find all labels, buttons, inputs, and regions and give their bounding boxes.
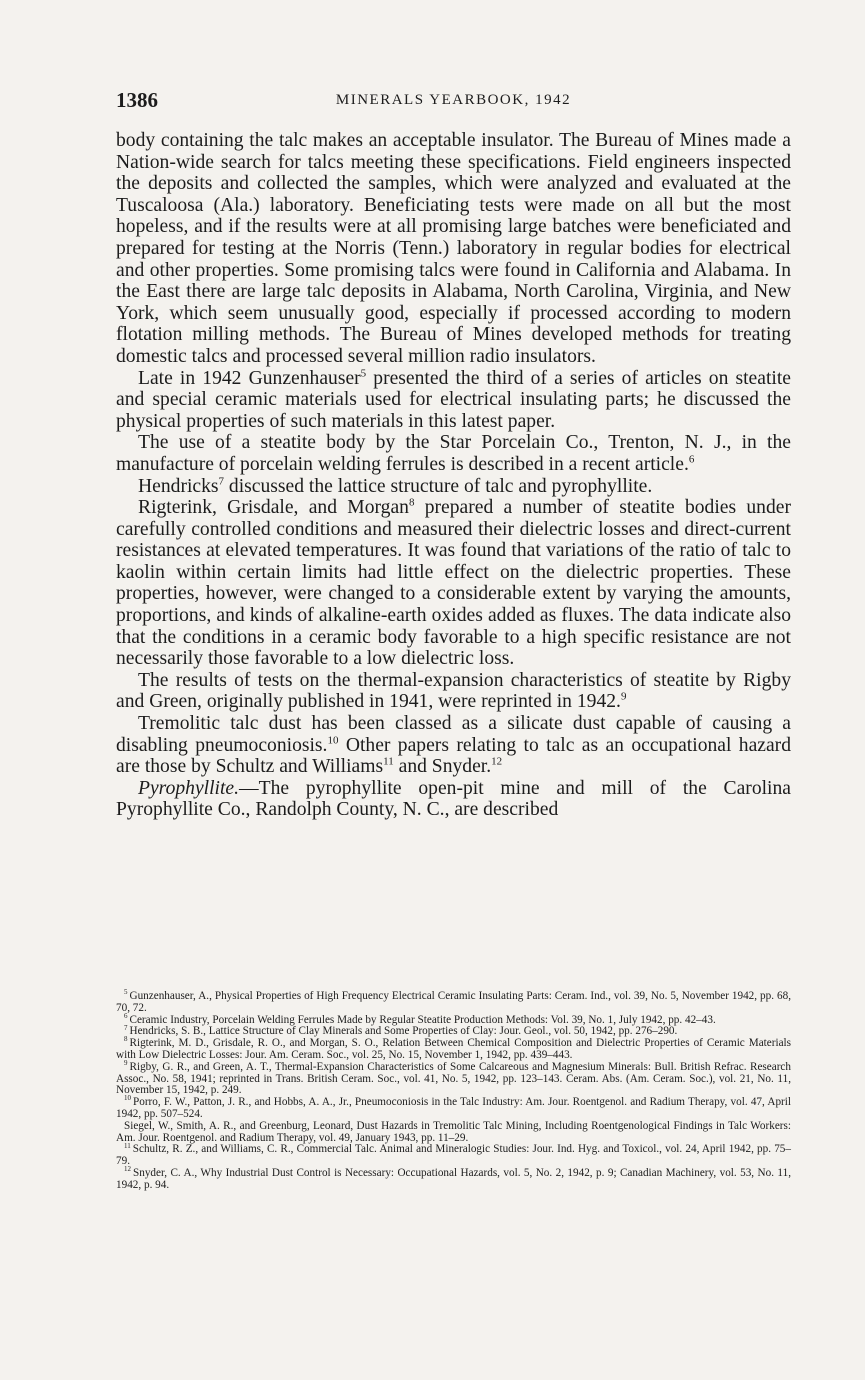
running-head: MINERALS YEARBOOK, 1942 bbox=[335, 92, 572, 108]
footnote bbox=[116, 1035, 791, 1062]
paragraph-text: The results of tests on the thermal-expansion characteristics of steatite by Rigby and Green, originally published in 1941, were reprinted in 1942. bbox=[116, 669, 791, 713]
footnote-number: 11 bbox=[124, 1141, 131, 1150]
paragraph bbox=[116, 670, 791, 713]
footnote-number: 10 bbox=[124, 1094, 131, 1103]
footnote-text: Snyder, C. A., Why Industrial Dust Control is Necessary: Occupational Hazards, vol. 5, No. 2, 1942, p. 9; Canadian Machinery, vol. 53, No. 11, 1942, p. 94. bbox=[116, 1166, 791, 1191]
paragraph-text: and Snyder. bbox=[393, 756, 492, 778]
paragraph bbox=[116, 497, 791, 670]
paragraph-text: body containing the talc makes an acceptable insulator. The Bureau of Mines made a Nation-wide search for talcs meeting these specifications. Field engineers inspected the deposits and collected the samples, which were analyzed and evaluated at the Tuscaloosa (Ala.) laboratory. Beneficiating tests were made on all but the most hopeless, and if the results were at all promising large batches were beneficiated and prepared for testing at the Norris (Tenn.) laboratory in regular bodies for electrical and other properties. Some promising talcs were found in California and Alabama. In the East there are large talc deposits in Alabama, North Carolina, Virginia, and New York, which seem unusually good, especially if processed according to modern flotation milling methods. The Bureau of Mines developed methods for treating domestic talcs and processed several million radio insulators. bbox=[116, 130, 791, 367]
footnote-ref[interactable]: 8 bbox=[408, 496, 415, 509]
footnote-number: 7 bbox=[124, 1023, 128, 1032]
page-header bbox=[116, 88, 791, 114]
footnote-ref[interactable]: 11 bbox=[383, 755, 394, 768]
paragraph bbox=[116, 432, 791, 475]
paragraph-text: The use of a steatite body by the Star Porcelain Co., Trenton, N. J., in the manufacture of porcelain welding ferrules is described in a recent article. bbox=[116, 432, 791, 475]
footnote-ref[interactable]: 6 bbox=[688, 453, 695, 466]
footnote bbox=[116, 1094, 791, 1121]
paragraph-text: presented the third of a series of articles on steatite and special ceramic materials used for electrical insulating parts; he discussed the physical properties of such materials in this latest paper. bbox=[116, 367, 791, 432]
page-number: 1386 bbox=[116, 88, 158, 112]
footnote-number: 8 bbox=[124, 1035, 128, 1044]
paragraph-text: —The pyrophyllite open-pit mine and mill of the Carolina Pyrophyllite Co., Randolph County, N. C., are described bbox=[116, 777, 791, 821]
paragraph bbox=[116, 130, 791, 368]
paragraph bbox=[116, 778, 791, 821]
paragraph-text: Hendricks bbox=[138, 475, 219, 497]
footnote-text: Rigby, G. R., and Green, A. T., Thermal-Expansion Characteristics of Some Calcareous and Magnesium Minerals: Bull. British Refrac. Research Assoc., No. 58, 1941; reprinted in Trans. British Ceram. Soc., vol. 41, No. 5, 1942, pp. 123–143. Ceram. Abs. (Am. Ceram. Soc.), vol. 21, No. 11, November 15, 1942, p. 249. bbox=[116, 1060, 791, 1097]
paragraph-text: discussed the lattice structure of talc and pyrophyllite. bbox=[224, 475, 653, 497]
paragraph-text: Tremolitic talc dust has been classed as a silicate dust capable of causing a disabling pneumoconiosis. bbox=[116, 713, 791, 756]
footnote-text: Hendricks, S. B., Lattice Structure of Clay Minerals and Some Properties of Clay: Jour. Geol., vol. 50, 1942, pp. 276–290. bbox=[129, 1025, 678, 1038]
footnote-ref[interactable]: 9 bbox=[620, 690, 627, 703]
paragraph-text: prepared a number of steatite bodies under carefully controlled conditions and measured their dielectric losses and direct-current resistances at elevated temperatures. It was found that variations of the ratio of talc to kaolin within certain limits had little effect on the dielectric properties. These properties, however, were changed to a considerable extent by varying the amounts, proportions, and kinds of alkaline-earth oxides added as fluxes. The data indicate also that the conditions in a ceramic body favorable to a high specific resistance are not necessarily those favorable to a low dielectric loss. bbox=[116, 497, 791, 670]
footnote bbox=[116, 1059, 791, 1097]
paragraph-text: Late in 1942 Gunzenhauser bbox=[138, 367, 361, 389]
footnote-ref[interactable]: 12 bbox=[491, 755, 503, 768]
footnote-number: 5 bbox=[124, 988, 128, 997]
footnote-ref[interactable]: 5 bbox=[360, 367, 367, 379]
footnote-ref[interactable]: 7 bbox=[218, 474, 225, 487]
footnote-text: Siegel, W., Smith, A. R., and Greenburg, Leonard, Dust Hazards in Tremolitic Talc Mining, Including Roentgenological Findings in Talc Workers: Am. Jour. Roentgenol. and Radium Therapy, vol. 49, January 1943, pp. 11–29. bbox=[116, 1119, 791, 1144]
footnote-number: 9 bbox=[124, 1059, 128, 1068]
footnote-ref[interactable]: 10 bbox=[327, 734, 339, 747]
paragraph bbox=[116, 368, 791, 433]
section-heading: Pyrophyllite. bbox=[138, 777, 240, 799]
footnote-number: 6 bbox=[124, 1011, 128, 1020]
footnotes bbox=[116, 988, 791, 1192]
footnote bbox=[116, 988, 791, 1015]
paragraph-text: Other papers relating to talc as an occupational hazard are those by Schultz and Williams bbox=[116, 734, 791, 778]
footnote-text: Gunzenhauser, A., Physical Properties of High Frequency Electrical Ceramic Insulating Parts: Ceram. Ind., vol. 39, No. 5, November 1942, pp. 68, 70, 72. bbox=[116, 990, 791, 1014]
footnote-text: Porro, F. W., Patton, J. R., and Hobbs, A. A., Jr., Pneumoconiosis in the Talc Industry: Am. Jour. Roentgenol. and Radium Therapy, vol. 47, April 1942, pp. 507–524. bbox=[116, 1096, 791, 1120]
body-text bbox=[116, 130, 791, 821]
footnote bbox=[116, 1121, 791, 1145]
paragraph-text: Rigterink, Grisdale, and Morgan bbox=[138, 497, 409, 519]
footnote-number: 12 bbox=[124, 1165, 131, 1174]
paragraph bbox=[116, 476, 791, 498]
footnote bbox=[116, 1165, 791, 1192]
footnote-text: Ceramic Industry, Porcelain Welding Ferrules Made by Regular Steatite Production Methods: Vol. 39, No. 1, July 1942, pp. 42–43. bbox=[129, 1013, 716, 1026]
paragraph bbox=[116, 713, 791, 778]
footnote-text: Schultz, R. Z., and Williams, C. R., Commercial Talc. Animal and Mineralogic Studies: Jour. Ind. Hyg. and Toxicol., vol. 24, April 1942, pp. 75–79. bbox=[116, 1143, 791, 1168]
footnote-text: Rigterink, M. D., Grisdale, R. O., and Morgan, S. O., Relation Between Chemical Composition and Dielectric Properties of Ceramic Materials with Low Dielectric Losses: Jour. Am. Ceram. Soc., vol. 25, No. 15, November 1, 1942, pp. 439–443. bbox=[116, 1037, 791, 1061]
footnote bbox=[116, 1141, 791, 1168]
